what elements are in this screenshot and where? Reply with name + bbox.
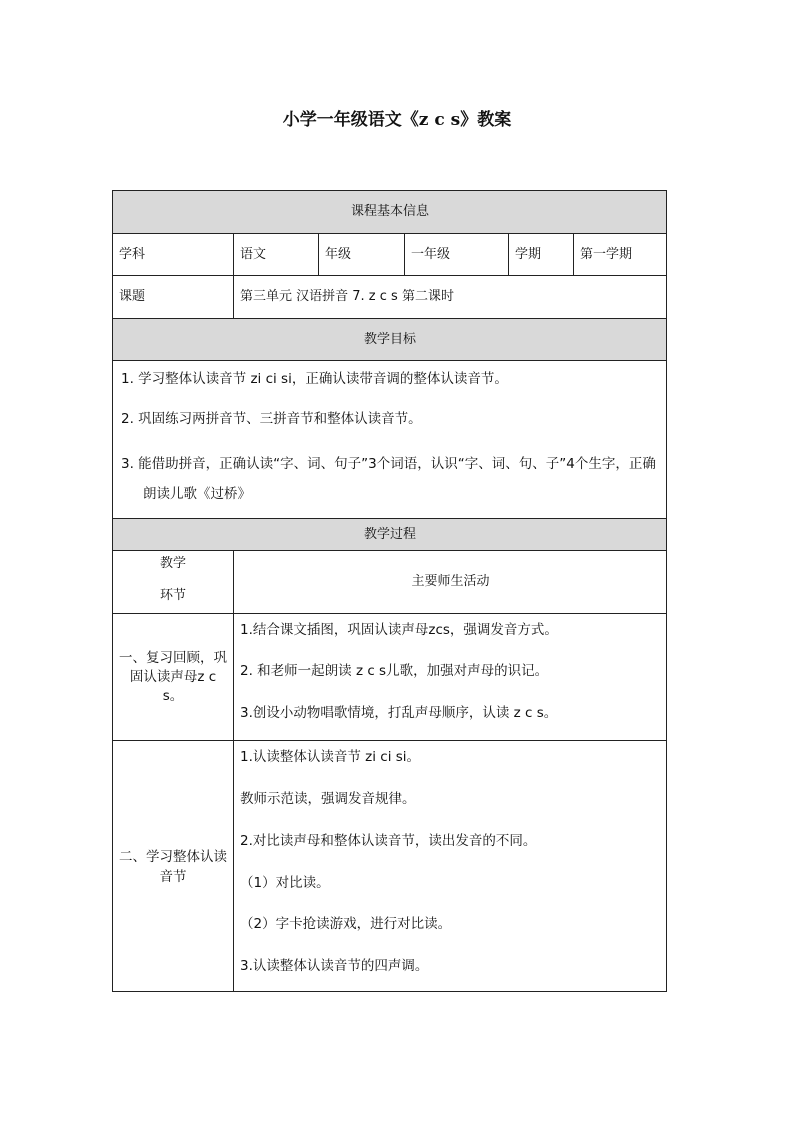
- activity-item: 教师示范读，强调发音规律。: [240, 791, 416, 807]
- activity-item: 3.创设小动物唱歌情境，打乱声母顺序，认读 z c s。: [240, 705, 558, 721]
- activity-item: （2）字卡抢读游戏，进行对比读。: [240, 916, 452, 932]
- lesson-plan-table: [112, 190, 667, 992]
- goal-item: 3. 能借助拼音，正确认读“字、词、句子”3个词语，认识“字、词、句、子”4个生字，正确朗读儿歌《过桥》: [121, 456, 656, 502]
- teaching-process-header: 教学过程: [112, 518, 667, 550]
- topic-value: 第三单元 汉语拼音 7. z c s 第二课时: [233, 275, 667, 318]
- goal-item: 1. 学习整体认读音节 zi ci si，正确认读带音调的整体认读音节。: [121, 371, 508, 387]
- goal-item: 2. 巩固练习两拼音节、三拼音节和整体认读音节。: [121, 411, 422, 427]
- term-label: 学期: [508, 233, 573, 275]
- topic-label: 课题: [112, 275, 233, 318]
- activity-item: 1.结合课文插图，巩固认读声母zcs，强调发音方式。: [240, 622, 558, 638]
- document-title: 小学一年级语文《z c s》教案: [282, 110, 512, 130]
- term-value: 第一学期: [573, 233, 667, 275]
- stage-syllables-label: 二、学习整体认读音节: [112, 740, 233, 992]
- stage-header-line2: 环节: [159, 588, 186, 603]
- grade-value: 一年级: [404, 233, 508, 275]
- stage-review-label: 一、复习回顾，巩固认读声母z c s。: [112, 613, 233, 740]
- stage-header-line1: 教学: [159, 556, 186, 571]
- stage-syllables-activities: [233, 740, 667, 992]
- grade-label: 年级: [318, 233, 404, 275]
- stage-column-header: [112, 550, 233, 613]
- teaching-goals-header: 教学目标: [112, 318, 667, 360]
- activity-item: （1）对比读。: [240, 875, 330, 891]
- subject-value: 语文: [233, 233, 318, 275]
- activity-item: 2. 和老师一起朗读 z c s儿歌，加强对声母的识记。: [240, 663, 549, 679]
- stage-review-activities: [233, 613, 667, 740]
- teaching-goals-list: [112, 360, 667, 518]
- activity-item: 3.认读整体认读音节的四声调。: [240, 958, 429, 974]
- activities-column-header: 主要师生活动: [233, 550, 667, 613]
- activity-item: 1.认读整体认读音节 zi ci si。: [240, 749, 421, 765]
- subject-label: 学科: [112, 233, 233, 275]
- activity-item: 2.对比读声母和整体认读音节，读出发音的不同。: [240, 833, 537, 849]
- course-info-header: 课程基本信息: [112, 190, 667, 233]
